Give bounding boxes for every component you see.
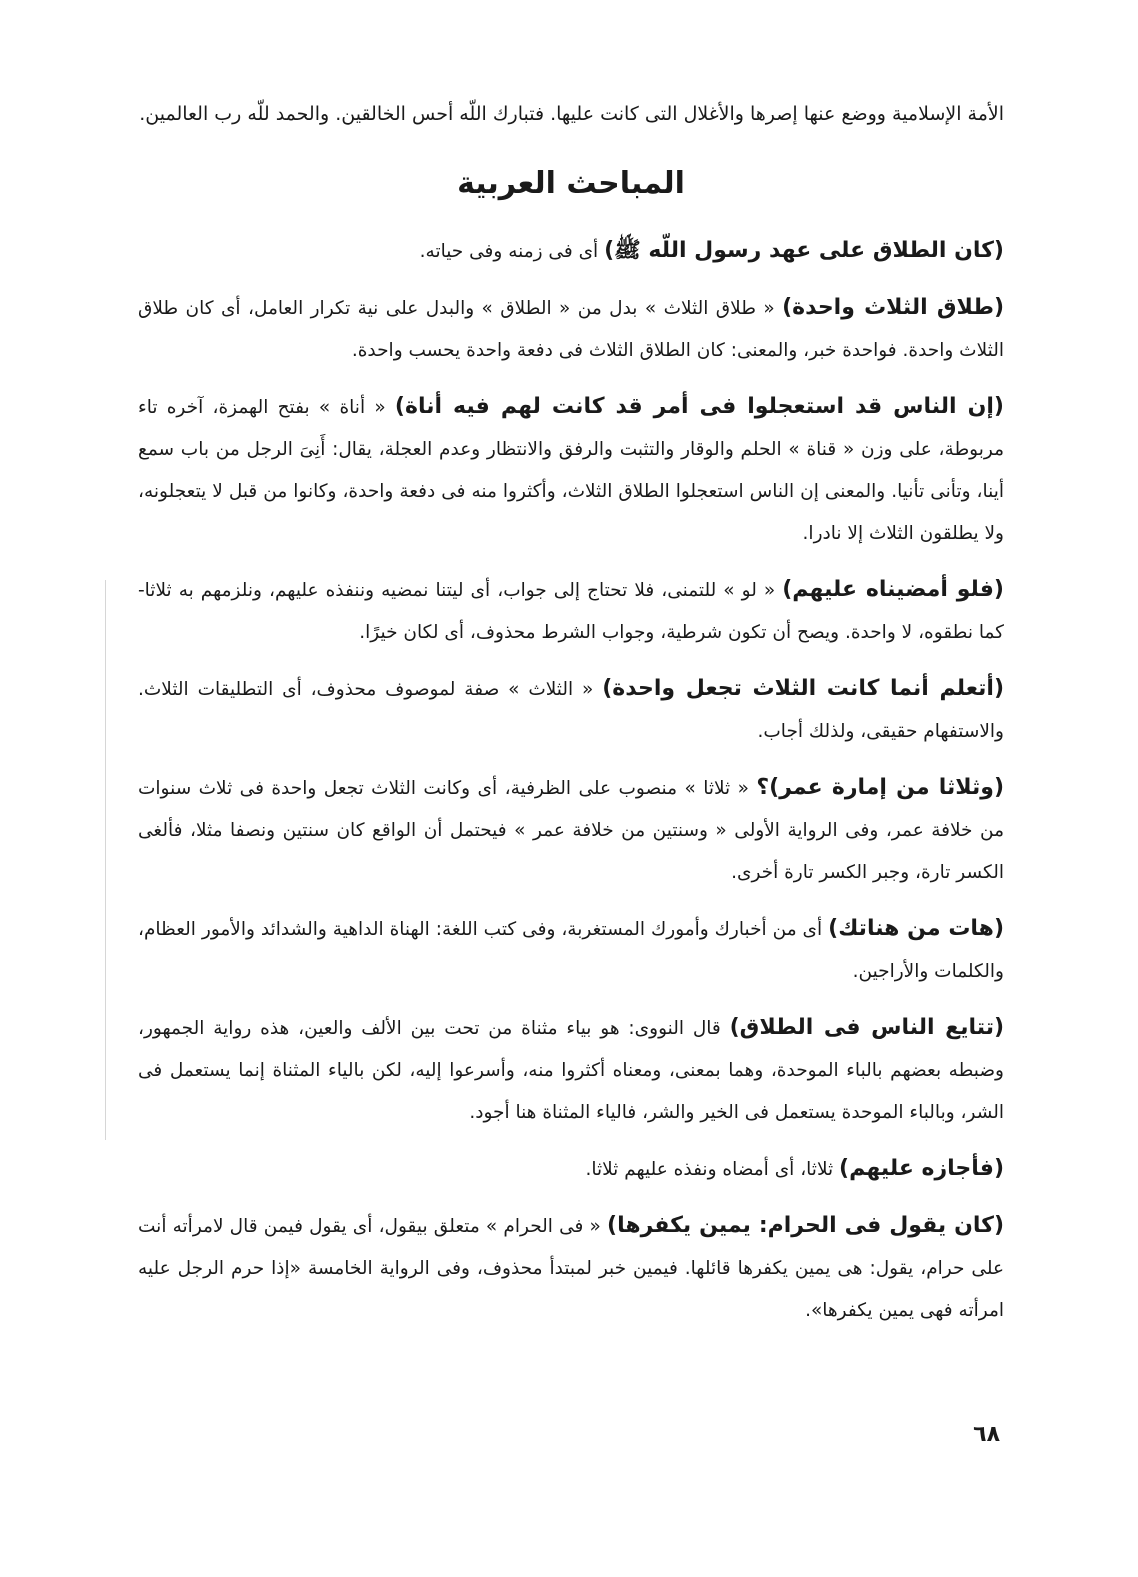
paragraph-term: (إن الناس قد استعجلوا فى أمر قد كانت لهم فيه أناة) xyxy=(394,394,1004,419)
paragraph-term: (كان الطلاق على عهد رسول اللّه ﷺ) xyxy=(604,238,1004,263)
paragraph xyxy=(138,668,1004,753)
page-number: ٦٨ xyxy=(973,1422,1000,1447)
paragraph xyxy=(138,1205,1004,1332)
paragraph xyxy=(138,1148,1004,1191)
paragraph-term: (تتايع الناس فى الطلاق) xyxy=(729,1015,1005,1040)
paragraph-term: (هات من هناتك) xyxy=(828,916,1004,941)
paragraph xyxy=(138,1007,1004,1134)
paragraph xyxy=(138,908,1004,993)
paragraph-text: أى فى زمنه وفى حياته. xyxy=(419,241,605,262)
paragraph-text: « أناة » بفتح الهمزة، آخره تاء مربوطة، على وزن « قناة » الحلم والوقار والتثبت والرفق والانتظار وعدم العجلة، يقال: أَنِىَ الرجل من باب سمع أينا، وتأنى تأنيا. والمعنى إن الناس استعجلوا الطلاق الثلاث، وأكثروا منه فى دفعة واحدة، وكانوا من قبل لا يتعجلونه، ولا يطلقون الثلاث إلا نادرا. xyxy=(138,397,1004,544)
paragraph-term: (وثلاثا من إمارة عمر)؟ xyxy=(756,775,1004,800)
paragraph xyxy=(138,230,1004,273)
section-title: المباحث العربية xyxy=(457,166,685,201)
paragraph xyxy=(138,287,1004,372)
paragraph xyxy=(138,767,1004,894)
paragraph-term: (فأجازه عليهم) xyxy=(839,1156,1004,1181)
paragraph-text: « ثلاثا » منصوب على الظرفية، أى وكانت الثلاث تجعل واحدة فى ثلاث سنوات من خلافة عمر، وفى الرواية الأولى « وسنتين من خلافة عمر » فيحتمل أن الواقع كان سنتين ونصفا مثلا، فألغى الكسر تارة، وجبر الكسر تارة أخرى. xyxy=(138,778,1004,883)
paragraph-text: أى من أخبارك وأمورك المستغربة، وفى كتب اللغة: الهناة الداهية والشدائد والأمور العظام، والكلمات والأراجين. xyxy=(138,919,1004,982)
paragraph-text: « فى الحرام » متعلق بيقول، أى يقول فيمن قال لامرأته أنت على حرام، يقول: هى يمين يكفرها قائلها. فيمين خبر لمبتدأ محذوف، وفى الرواية الخامسة «إذا حرم الرجل عليه امرأته فهى يمين يكفرها». xyxy=(138,1216,1004,1321)
paragraph-text: « لو » للتمنى، فلا تحتاج إلى جواب، أى ليتنا نمضيه وننفذه عليهم، ونلزمهم به ثلاثا- كما نطقوه، لا واحدة. ويصح أن تكون شرطية، وجواب الشرط محذوف، أى لكان خيرًا. xyxy=(138,580,1004,643)
paragraph-text: ثلاثا، أى أمضاه ونفذه عليهم ثلاثا. xyxy=(585,1159,840,1180)
paragraph-term: (فلو أمضيناه عليهم) xyxy=(782,577,1004,602)
paragraph-term: (أتعلم أنما كانت الثلاث تجعل واحدة) xyxy=(602,676,1004,701)
paragraph-term: (كان يقول فى الحرام: يمين يكفرها) xyxy=(607,1213,1004,1238)
paragraph-term: (طلاق الثلاث واحدة) xyxy=(782,295,1004,320)
paragraph-text: « طلاق الثلاث » بدل من « الطلاق » والبدل على نية تكرار العامل، أى كان طلاق الثلاث واحدة. فواحدة خبر، والمعنى: كان الطلاق الثلاث فى دفعة واحدة يحسب واحدة. xyxy=(138,298,1004,361)
paragraph-text: « الثلاث » صفة لموصوف محذوف، أى التطليقات الثلاث. والاستفهام حقيقى، ولذلك أجاب. xyxy=(138,679,1004,742)
paragraph xyxy=(138,569,1004,654)
paragraph xyxy=(138,386,1004,555)
paragraph-text: قال النووى: هو بياء مثناة من تحت بين الألف والعين، هذه رواية الجمهور، وضبطه بعضهم بالباء الموحدة، وهما بمعنى، ومعناه أكثروا منه، وأسرعوا إليه، لكن بالياء المثناة إنما يستعمل فى الشر، وبالباء الموحدة يستعمل فى الخير والشر، فالياء المثناة هنا أجود. xyxy=(138,1018,1004,1123)
page-body xyxy=(138,92,1004,1552)
intro-paragraph: الأمة الإسلامية ووضع عنها إصرها والأغلال التى كانت عليها. فتبارك اللّه أحس الخالقين. والحمد للّه رب العالمين. xyxy=(139,103,1004,125)
scan-mark xyxy=(105,580,106,1140)
